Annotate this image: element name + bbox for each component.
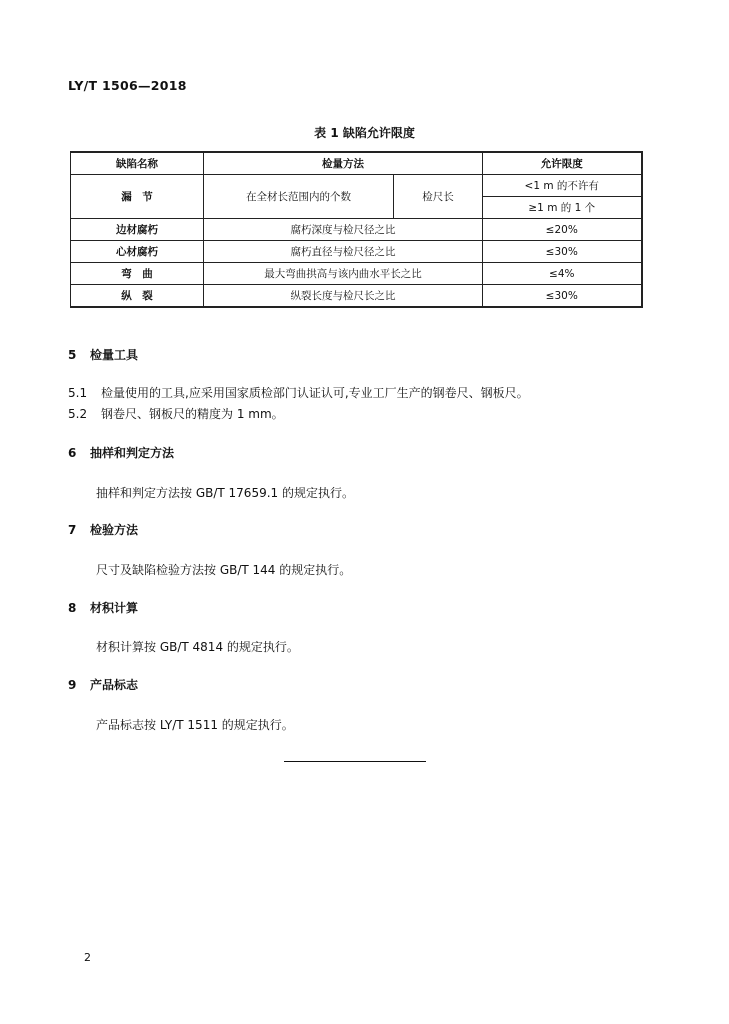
table-row [71, 219, 642, 241]
table-row [71, 285, 642, 308]
section-title: 材积计算 [90, 601, 139, 615]
table-title: 表 1 缺陷允许限度 [314, 126, 415, 140]
header-method: 检量方法 [204, 152, 483, 175]
section-number: 8 [68, 601, 77, 615]
end-rule [284, 761, 426, 762]
cell-limit: ≥1 m 的 1 个 [483, 197, 642, 219]
section-8-heading [68, 599, 138, 616]
cell-method-sub: 检尺长 [394, 175, 483, 219]
section-number: 9 [68, 678, 77, 692]
section-6-text: 抽样和判定方法按 GB/T 17659.1 的规定执行。 [96, 486, 354, 500]
cell-method: 最大弯曲拱高与该内曲水平长之比 [204, 263, 483, 285]
section-7-text: 尺寸及缺陷检验方法按 GB/T 144 的规定执行。 [96, 563, 352, 577]
section-title: 产品标志 [90, 678, 139, 692]
section-6-heading [68, 444, 174, 461]
cell-method: 腐朽直径与检尺径之比 [204, 241, 483, 263]
clause-text: 钢卷尺、钢板尺的精度为 1 mm。 [101, 407, 284, 421]
section-title: 检验方法 [90, 523, 139, 537]
standard-code: LY/T 1506—2018 [68, 78, 187, 93]
cell-defect-name: 心材腐朽 [71, 241, 204, 263]
table-row [71, 263, 642, 285]
section-title: 检量工具 [90, 348, 139, 362]
cell-defect-name: 漏 节 [71, 175, 204, 219]
cell-method: 腐朽深度与检尺径之比 [204, 219, 483, 241]
section-9-text: 产品标志按 LY/T 1511 的规定执行。 [96, 718, 294, 732]
cell-limit: ≤30% [483, 285, 642, 308]
cell-limit: ≤20% [483, 219, 642, 241]
table-header-row [71, 152, 642, 175]
cell-method: 纵裂长度与检尺长之比 [204, 285, 483, 308]
cell-method: 在全材长范围内的个数 [204, 175, 394, 219]
section-number: 6 [68, 446, 77, 460]
section-5-heading [68, 346, 138, 363]
section-number: 7 [68, 523, 77, 537]
section-7-heading [68, 521, 138, 538]
clause-text: 检量使用的工具,应采用国家质检部门认证认可,专业工厂生产的钢卷尺、钢板尺。 [101, 386, 529, 400]
section-8-text: 材积计算按 GB/T 4814 的规定执行。 [96, 640, 299, 654]
cell-limit: <1 m 的不许有 [483, 175, 642, 197]
defect-limits-table [70, 151, 643, 308]
cell-defect-name: 边材腐朽 [71, 219, 204, 241]
section-9-heading [68, 676, 138, 693]
cell-defect-name: 纵 裂 [71, 285, 204, 308]
header-defect-name: 缺陷名称 [71, 152, 204, 175]
header-limit: 允许限度 [483, 152, 642, 175]
table-row [71, 175, 642, 197]
clause-number: 5.2 [68, 407, 88, 421]
cell-defect-name: 弯 曲 [71, 263, 204, 285]
clause-5-2 [68, 405, 284, 422]
section-title: 抽样和判定方法 [90, 446, 175, 460]
page-number: 2 [84, 951, 91, 964]
cell-limit: ≤4% [483, 263, 642, 285]
clause-5-1 [68, 384, 529, 401]
section-number: 5 [68, 348, 77, 362]
table-row [71, 241, 642, 263]
cell-limit: ≤30% [483, 241, 642, 263]
clause-number: 5.1 [68, 386, 88, 400]
